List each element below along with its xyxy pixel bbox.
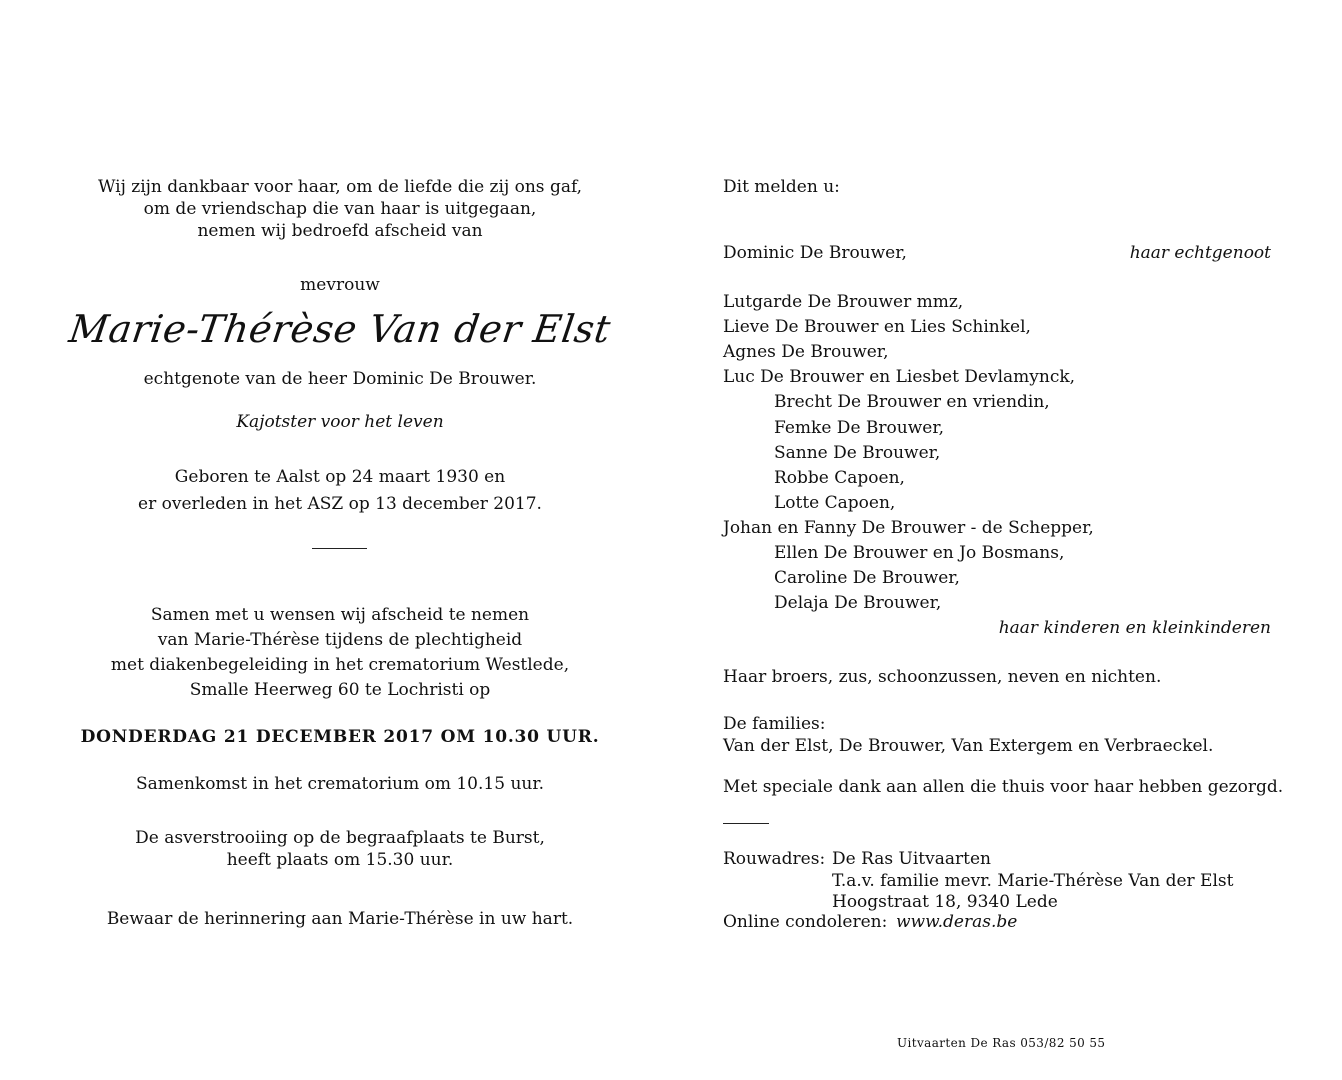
motto: Kajotster voor het leven xyxy=(236,412,444,432)
grandchild: Delaja De Brouwer, xyxy=(774,593,942,613)
family-member: Luc De Brouwer en Liesbet Devlamynck, xyxy=(723,367,1076,387)
grandchild: Brecht De Brouwer en vriendin, xyxy=(774,392,1050,412)
address-line: T.a.v. familie mevr. Marie-Thérèse Van der Elst xyxy=(832,871,1234,891)
intro-line: om de vriendschap die van haar is uitgegaan, xyxy=(143,199,537,219)
intro-line: Wij zijn dankbaar voor haar, om de liefde die zij ons gaf, xyxy=(97,177,583,197)
spouse-name: Dominic De Brouwer, xyxy=(723,243,907,263)
left-panel xyxy=(40,0,640,1080)
ceremony-line: van Marie-Thérèse tijdens de plechtigheid xyxy=(157,630,523,650)
grandchild: Caroline De Brouwer, xyxy=(774,568,960,588)
family-member: Lieve De Brouwer en Lies Schinkel, xyxy=(723,317,1031,337)
right-panel xyxy=(723,0,1303,1080)
ceremony-line: met diakenbegeleiding in het crematorium Westlede, xyxy=(110,655,570,675)
siblings-line: Haar broers, zus, schoonzussen, neven en nichten. xyxy=(723,667,1162,687)
ceremony-date: DONDERDAG 21 DECEMBER 2017 OM 10.30 UUR. xyxy=(80,727,600,747)
closing-line: Bewaar de herinnering aan Marie-Thérèse in uw hart. xyxy=(106,909,574,929)
ceremony-line: Samen met u wensen wij afscheid te nemen xyxy=(150,605,530,625)
address-label: Rouwadres: xyxy=(723,849,826,869)
thanks-line: Met speciale dank aan allen die thuis voor haar hebben gezorgd. xyxy=(723,777,1284,797)
grandchild: Femke De Brouwer, xyxy=(774,418,944,438)
section-divider xyxy=(723,823,769,824)
address-line: Hoogstraat 18, 9340 Lede xyxy=(832,892,1058,912)
scattering-line: De asverstrooiing op de begraafplaats te Burst, xyxy=(135,828,545,848)
families-names: Van der Elst, De Brouwer, Van Extergem en Verbraeckel. xyxy=(723,736,1214,756)
scattering-line: heeft plaats om 15.30 uur. xyxy=(226,850,454,870)
grandchild: Robbe Capoen, xyxy=(774,468,905,488)
spouse-relation: haar echtgenoot xyxy=(1129,243,1271,263)
deceased-name: Marie-Thérèse Van der Elst xyxy=(66,307,614,351)
children-relation: haar kinderen en kleinkinderen xyxy=(998,618,1271,638)
family-member: Agnes De Brouwer, xyxy=(723,342,889,362)
gathering-line: Samenkomst in het crematorium om 10.15 uur. xyxy=(135,774,545,794)
intro-line: nemen wij bedroefd afscheid van xyxy=(197,221,483,241)
families-label: De families: xyxy=(723,714,826,734)
grandchild: Ellen De Brouwer en Jo Bosmans, xyxy=(774,543,1065,563)
online-url[interactable]: www.deras.be xyxy=(896,912,1018,932)
footer-credit: Uitvaarten De Ras 053/82 50 55 xyxy=(897,1036,1106,1050)
ceremony-line: Smalle Heerweg 60 te Lochristi op xyxy=(189,680,491,700)
grandchild: Sanne De Brouwer, xyxy=(774,443,941,463)
spouse-line: echtgenote van de heer Dominic De Brouwer. xyxy=(143,369,537,389)
birth-line: Geboren te Aalst op 24 maart 1930 en xyxy=(174,467,506,487)
address-line: De Ras Uitvaarten xyxy=(832,849,991,869)
announce-line: Dit melden u: xyxy=(723,177,840,197)
death-line: er overleden in het ASZ op 13 december 2017. xyxy=(138,494,542,514)
grandchild: Lotte Capoen, xyxy=(774,493,896,513)
family-member: Johan en Fanny De Brouwer - de Schepper, xyxy=(723,518,1094,538)
section-divider xyxy=(312,548,367,549)
online-label: Online condoleren: xyxy=(723,912,888,932)
salutation: mevrouw xyxy=(300,275,380,295)
family-member: Lutgarde De Brouwer mmz, xyxy=(723,292,964,312)
